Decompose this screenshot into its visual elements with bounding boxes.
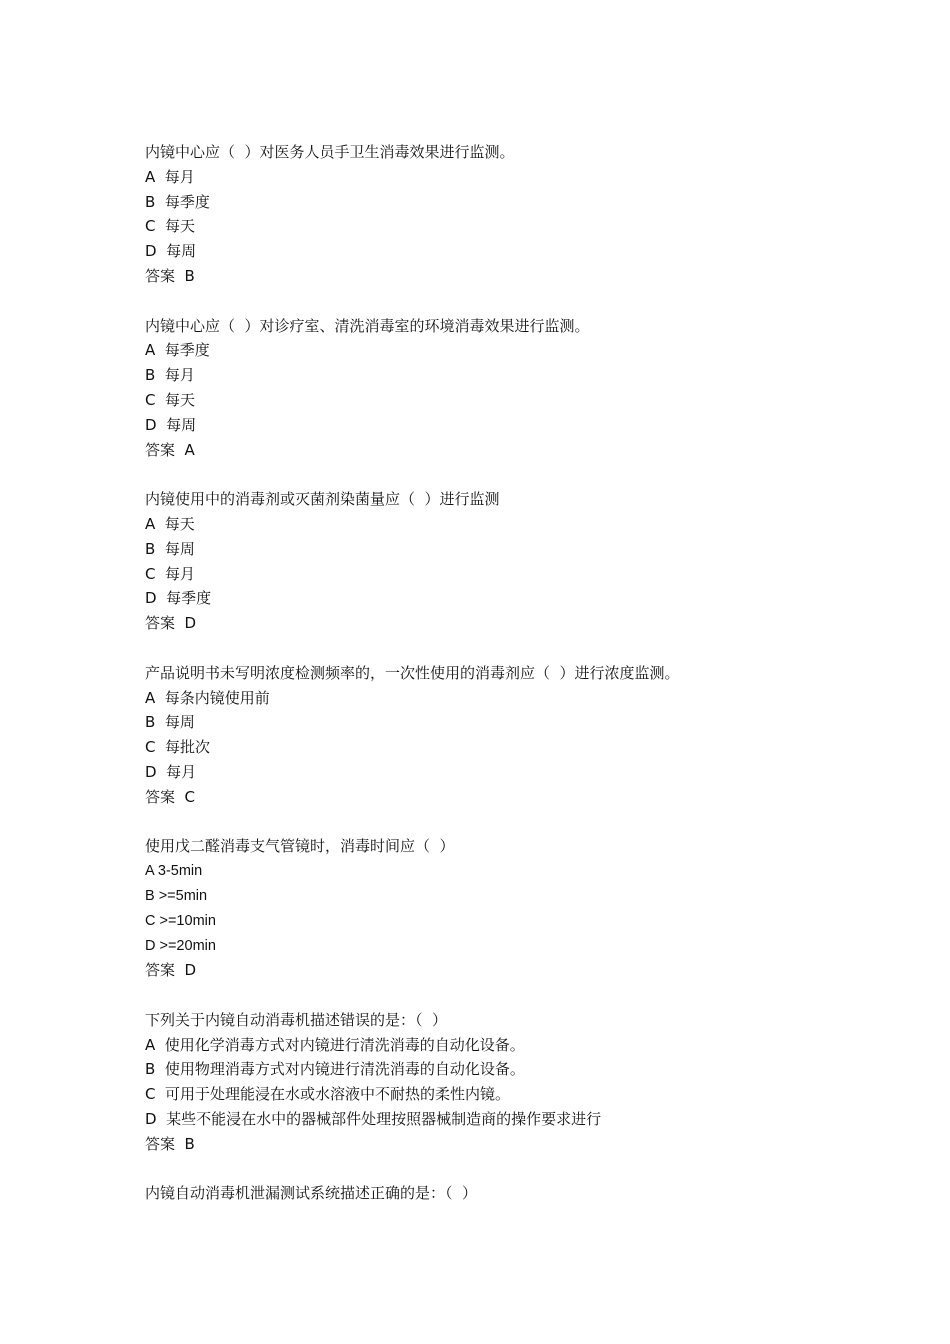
question-4 (145, 661, 905, 810)
option-b: B 使用物理消毒方式对内镜进行清洗消毒的自动化设备。 (145, 1060, 525, 1079)
option-a: A 3-5min (145, 863, 203, 880)
option-a: A 每季度 (145, 341, 210, 360)
option-d: D 每周 (145, 242, 197, 261)
option-d: D >=20min (145, 937, 216, 954)
option-c: C 每天 (145, 390, 196, 409)
option-b: B >=5min (145, 887, 208, 904)
document-body (145, 140, 905, 1231)
question-stem: 内镜自动消毒机泄漏测试系统描述正确的是：（ ） (145, 1184, 478, 1203)
option-d: D 每季度 (145, 589, 212, 608)
option-b: B 每月 (145, 366, 195, 385)
question-stem: 内镜使用中的消毒剂或灭菌剂染菌量应（ ）进行监测 (145, 490, 500, 509)
option-a: A 每月 (145, 167, 195, 186)
question-stem: 使用戊二醛消毒支气管镜时，消毒时间应（ ） (145, 837, 455, 856)
question-5 (145, 834, 905, 983)
option-c: C 每月 (145, 564, 196, 583)
option-d: D 某些不能浸在水中的器械部件处理按照器械制造商的操作要求进行 (145, 1110, 602, 1129)
question-stem: 内镜中心应（ ）对医务人员手卫生消毒效果进行监测。 (145, 143, 515, 161)
answer-line: 答案 C (145, 787, 196, 806)
option-c: C 可用于处理能浸在水或水溶液中不耐热的柔性内镜。 (145, 1085, 511, 1104)
option-c: C 每批次 (145, 738, 211, 757)
option-a: A 使用化学消毒方式对内镜进行清洗消毒的自动化设备。 (145, 1035, 525, 1054)
question-stem: 下列关于内镜自动消毒机描述错误的是：（ ） (145, 1010, 448, 1029)
option-d: D 每月 (145, 762, 197, 781)
question-stem: 内镜中心应（ ）对诊疗室、清洗消毒室的环境消毒效果进行监测。 (145, 316, 590, 335)
question-3 (145, 487, 905, 636)
option-c: C >=10min (145, 912, 216, 929)
option-b: B 每周 (145, 539, 195, 558)
answer-line: 答案 B (145, 266, 195, 285)
answer-line: 答案 D (145, 961, 197, 980)
question-7 (145, 1181, 905, 1206)
option-b: B 每季度 (145, 192, 210, 211)
question-1 (145, 140, 905, 289)
option-b: B 每周 (145, 713, 195, 732)
answer-line: 答案 A (145, 440, 195, 459)
option-a: A 每条内镜使用前 (145, 688, 270, 707)
question-2 (145, 314, 905, 463)
answer-line: 答案 B (145, 1134, 195, 1153)
answer-line: 答案 D (145, 614, 197, 633)
question-6 (145, 1008, 905, 1157)
option-a: A 每天 (145, 514, 195, 533)
question-stem: 产品说明书未写明浓度检测频率的，一次性使用的消毒剂应（ ）进行浓度监测。 (145, 663, 680, 682)
option-c: C 每天 (145, 217, 196, 236)
option-d: D 每周 (145, 415, 197, 434)
